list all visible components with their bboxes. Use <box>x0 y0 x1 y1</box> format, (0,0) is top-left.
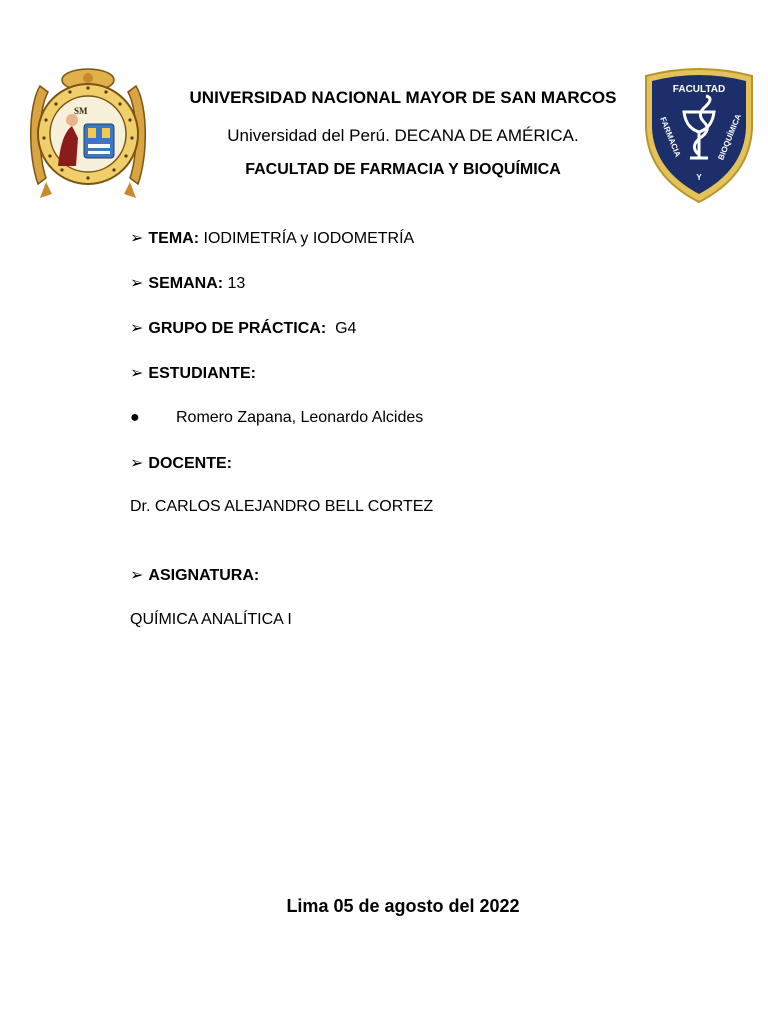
student-name: Romero Zapana, Leonardo Alcides <box>176 409 424 426</box>
bullet-dot-icon: ● <box>130 409 140 426</box>
asignatura-name: QUÍMICA ANALÍTICA I <box>130 611 292 628</box>
shield-left-text: FARMACIA <box>658 115 683 159</box>
tema-label: TEMA: <box>148 230 200 247</box>
faculty-title: FACULTAD DE FARMACIA Y BIOQUÍMICA <box>245 161 561 178</box>
grupo-line <box>130 318 356 338</box>
university-crest-icon <box>26 66 150 200</box>
grupo-label: GRUPO DE PRÁCTICA: <box>148 320 327 337</box>
shield-right-text: BIOQUÍMICA <box>716 112 744 162</box>
docente-label: DOCENTE: <box>148 455 232 472</box>
semana-value: 13 <box>223 275 246 292</box>
shield-bottom-text: Y <box>696 173 702 182</box>
estudiante-line <box>130 363 256 383</box>
arrow-bullet-icon: ➢ <box>130 275 144 292</box>
asignatura-line <box>130 565 259 585</box>
grupo-value: G4 <box>326 320 357 337</box>
tema-line <box>130 228 414 248</box>
university-title: UNIVERSIDAD NACIONAL MAYOR DE SAN MARCOS <box>189 88 617 107</box>
shield-top-text: FACULTAD <box>672 84 726 95</box>
arrow-bullet-icon: ➢ <box>130 230 144 247</box>
arrow-bullet-icon: ➢ <box>130 567 144 584</box>
arrow-bullet-icon: ➢ <box>130 455 144 472</box>
semana-line <box>130 273 245 293</box>
docente-name: Dr. CARLOS ALEJANDRO BELL CORTEZ <box>130 498 434 515</box>
asignatura-label: ASIGNATURA: <box>148 567 260 584</box>
arrow-bullet-icon: ➢ <box>130 320 144 337</box>
estudiante-label: ESTUDIANTE: <box>148 365 256 382</box>
student-list-item <box>130 409 423 427</box>
docente-line <box>130 453 232 473</box>
crest-monogram: SM <box>74 106 88 116</box>
document-date: Lima 05 de agosto del 2022 <box>286 896 520 916</box>
arrow-bullet-icon: ➢ <box>130 365 144 382</box>
semana-label: SEMANA: <box>148 275 224 292</box>
pharmacy-shield-icon <box>640 68 758 206</box>
tema-value: IODIMETRÍA y IODOMETRÍA <box>199 230 415 247</box>
university-subtitle: Universidad del Perú. DECANA DE AMÉRICA. <box>227 126 579 145</box>
